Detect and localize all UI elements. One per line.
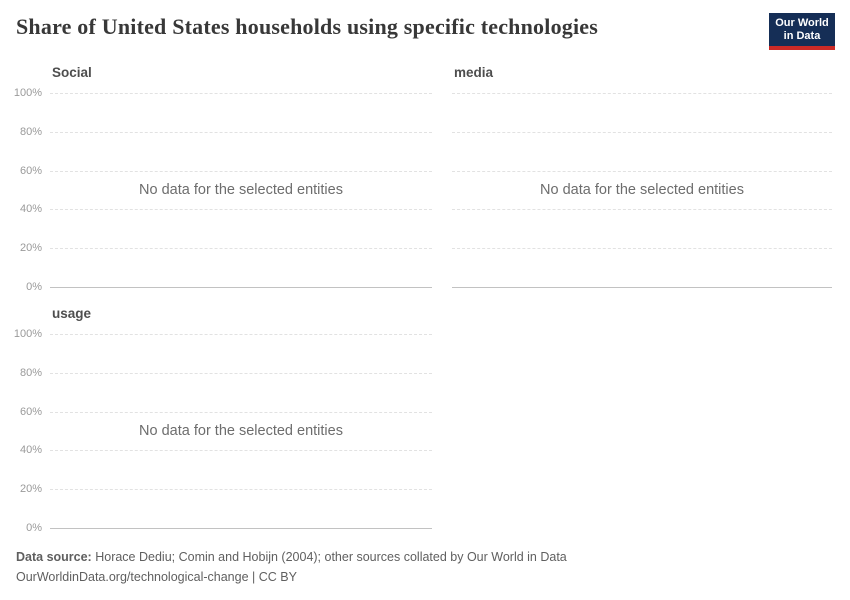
facet-usage xyxy=(13,306,432,534)
chart-title: Share of United States households using specific technologies xyxy=(16,14,599,39)
facet-usage-title: usage xyxy=(52,306,92,321)
citation-line: OurWorldinData.org/technological-change | CC BY xyxy=(16,570,297,584)
data-source-label: Data source: xyxy=(16,550,92,564)
y-tick-label: 80% xyxy=(19,366,42,379)
gridline xyxy=(50,412,432,413)
owid-logo-line1: Our World xyxy=(775,17,829,29)
no-data-message: No data for the selected entities xyxy=(139,182,343,198)
y-tick-label: 20% xyxy=(19,242,42,255)
no-data-message: No data for the selected entities xyxy=(540,182,744,198)
y-tick-label: 0% xyxy=(26,522,42,534)
y-tick-label: 60% xyxy=(19,405,42,418)
y-tick-label: 60% xyxy=(19,164,42,177)
y-tick-label: 80% xyxy=(19,125,42,138)
gridline xyxy=(452,93,832,94)
gridline xyxy=(452,132,832,133)
gridline xyxy=(452,248,832,249)
chart-footer xyxy=(16,547,567,587)
zero-axis-line xyxy=(452,287,832,288)
y-tick-label: 40% xyxy=(19,444,42,457)
y-tick-label: 40% xyxy=(19,203,42,216)
gridline xyxy=(50,334,432,335)
zero-axis-line xyxy=(50,287,432,288)
gridline xyxy=(50,450,432,451)
data-source-text: Horace Dediu; Comin and Hobijn (2004); other sources collated by Our World in Data xyxy=(95,550,567,564)
gridline xyxy=(50,373,432,374)
gridline xyxy=(50,489,432,490)
gridline xyxy=(50,209,432,210)
data-source-line xyxy=(16,547,567,567)
gridline xyxy=(452,171,832,172)
y-tick-label: 100% xyxy=(13,328,42,340)
owid-logo xyxy=(769,13,835,50)
y-tick-label: 0% xyxy=(26,281,42,293)
facet-social xyxy=(13,65,432,293)
y-tick-label: 100% xyxy=(13,87,42,99)
no-data-message: No data for the selected entities xyxy=(139,423,343,439)
zero-axis-line xyxy=(50,528,432,529)
gridline xyxy=(50,132,432,133)
gridline xyxy=(50,248,432,249)
facet-social-title: Social xyxy=(52,65,92,80)
facet-media xyxy=(452,65,832,287)
gridline xyxy=(50,93,432,94)
gridline xyxy=(452,209,832,210)
owid-logo-line2: in Data xyxy=(783,30,821,42)
y-tick-label: 20% xyxy=(19,483,42,496)
facet-media-title: media xyxy=(454,65,494,80)
gridline xyxy=(50,171,432,172)
